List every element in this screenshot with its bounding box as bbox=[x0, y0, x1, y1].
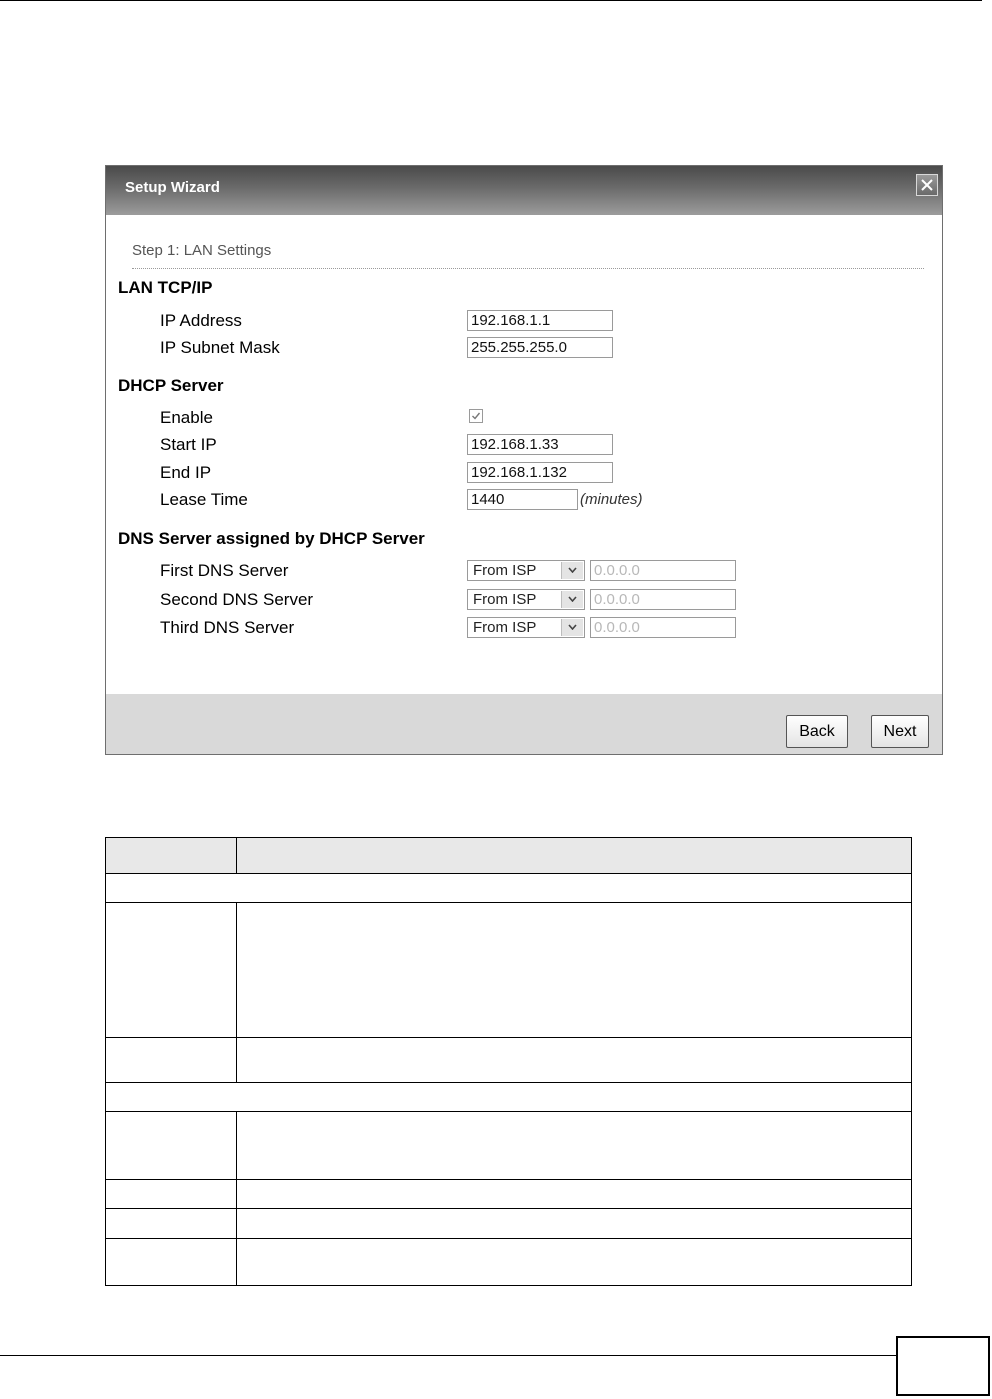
lease-time-label: Lease Time bbox=[160, 490, 248, 509]
step-title: Step 1: LAN Settings bbox=[132, 242, 272, 259]
third-dns-mode-select[interactable] bbox=[467, 617, 585, 638]
ip-subnet-mask-input[interactable]: 255.255.255.0 bbox=[467, 337, 613, 358]
third-dns-server-label: Third DNS Server bbox=[160, 618, 295, 637]
second-dns-mode-select[interactable] bbox=[467, 589, 585, 610]
dhcp-enable-label: Enable bbox=[160, 408, 213, 427]
second-dns-ip-input[interactable]: 0.0.0.0 bbox=[590, 589, 736, 610]
first-dns-mode-select[interactable] bbox=[467, 560, 585, 581]
ip-address-label: IP Address bbox=[160, 311, 242, 330]
ip-address-input[interactable]: 192.168.1.1 bbox=[467, 310, 613, 331]
dns-server-heading: DNS Server assigned by DHCP Server bbox=[118, 529, 425, 548]
first-dns-ip-input[interactable]: 0.0.0.0 bbox=[590, 560, 736, 581]
table-divider bbox=[106, 1111, 911, 1112]
chevron-down-icon[interactable] bbox=[561, 619, 583, 636]
back-button[interactable]: Back bbox=[786, 715, 848, 748]
dialog-titlebar bbox=[106, 166, 942, 215]
third-dns-mode-value: From ISP bbox=[473, 619, 537, 636]
end-ip-label: End IP bbox=[160, 463, 212, 482]
dialog-footer bbox=[106, 694, 942, 754]
third-dns-ip-input[interactable]: 0.0.0.0 bbox=[590, 617, 736, 638]
next-button[interactable]: Next bbox=[871, 715, 929, 748]
start-ip-input[interactable]: 192.168.1.33 bbox=[467, 434, 613, 455]
table-divider bbox=[106, 1179, 911, 1180]
table-divider bbox=[106, 1037, 911, 1038]
setup-wizard-dialog bbox=[105, 165, 943, 755]
first-dns-server-label: First DNS Server bbox=[160, 561, 289, 580]
table-divider bbox=[106, 1238, 911, 1239]
second-dns-server-label: Second DNS Server bbox=[160, 590, 314, 609]
table-divider bbox=[106, 1208, 911, 1209]
second-dns-mode-value: From ISP bbox=[473, 591, 537, 608]
step-divider bbox=[132, 268, 924, 269]
ip-subnet-mask-label: IP Subnet Mask bbox=[160, 338, 280, 357]
footer-rule bbox=[0, 1355, 896, 1356]
end-ip-input[interactable]: 192.168.1.132 bbox=[467, 462, 613, 483]
dhcp-server-heading: DHCP Server bbox=[118, 376, 224, 395]
table-column-divider bbox=[236, 1111, 237, 1285]
first-dns-mode-value: From ISP bbox=[473, 562, 537, 579]
chevron-down-icon[interactable] bbox=[561, 591, 583, 608]
close-icon[interactable] bbox=[916, 174, 938, 196]
lan-tcpip-heading: LAN TCP/IP bbox=[118, 278, 213, 297]
table-divider bbox=[106, 873, 911, 874]
chevron-down-icon[interactable] bbox=[561, 562, 583, 579]
dhcp-enable-checkbox[interactable] bbox=[469, 409, 483, 423]
page-number-box bbox=[896, 1336, 990, 1396]
dialog-title: Setup Wizard bbox=[125, 179, 220, 196]
table-column-divider bbox=[236, 838, 237, 874]
table-column-divider bbox=[236, 902, 237, 1083]
field-description-table bbox=[105, 837, 912, 1286]
table-divider bbox=[106, 902, 911, 903]
lease-time-unit: (minutes) bbox=[580, 491, 643, 508]
table-divider bbox=[106, 1082, 911, 1083]
lease-time-input[interactable]: 1440 bbox=[467, 489, 578, 510]
table-header-row bbox=[106, 838, 911, 873]
start-ip-label: Start IP bbox=[160, 435, 217, 454]
header-rule bbox=[0, 0, 982, 1]
